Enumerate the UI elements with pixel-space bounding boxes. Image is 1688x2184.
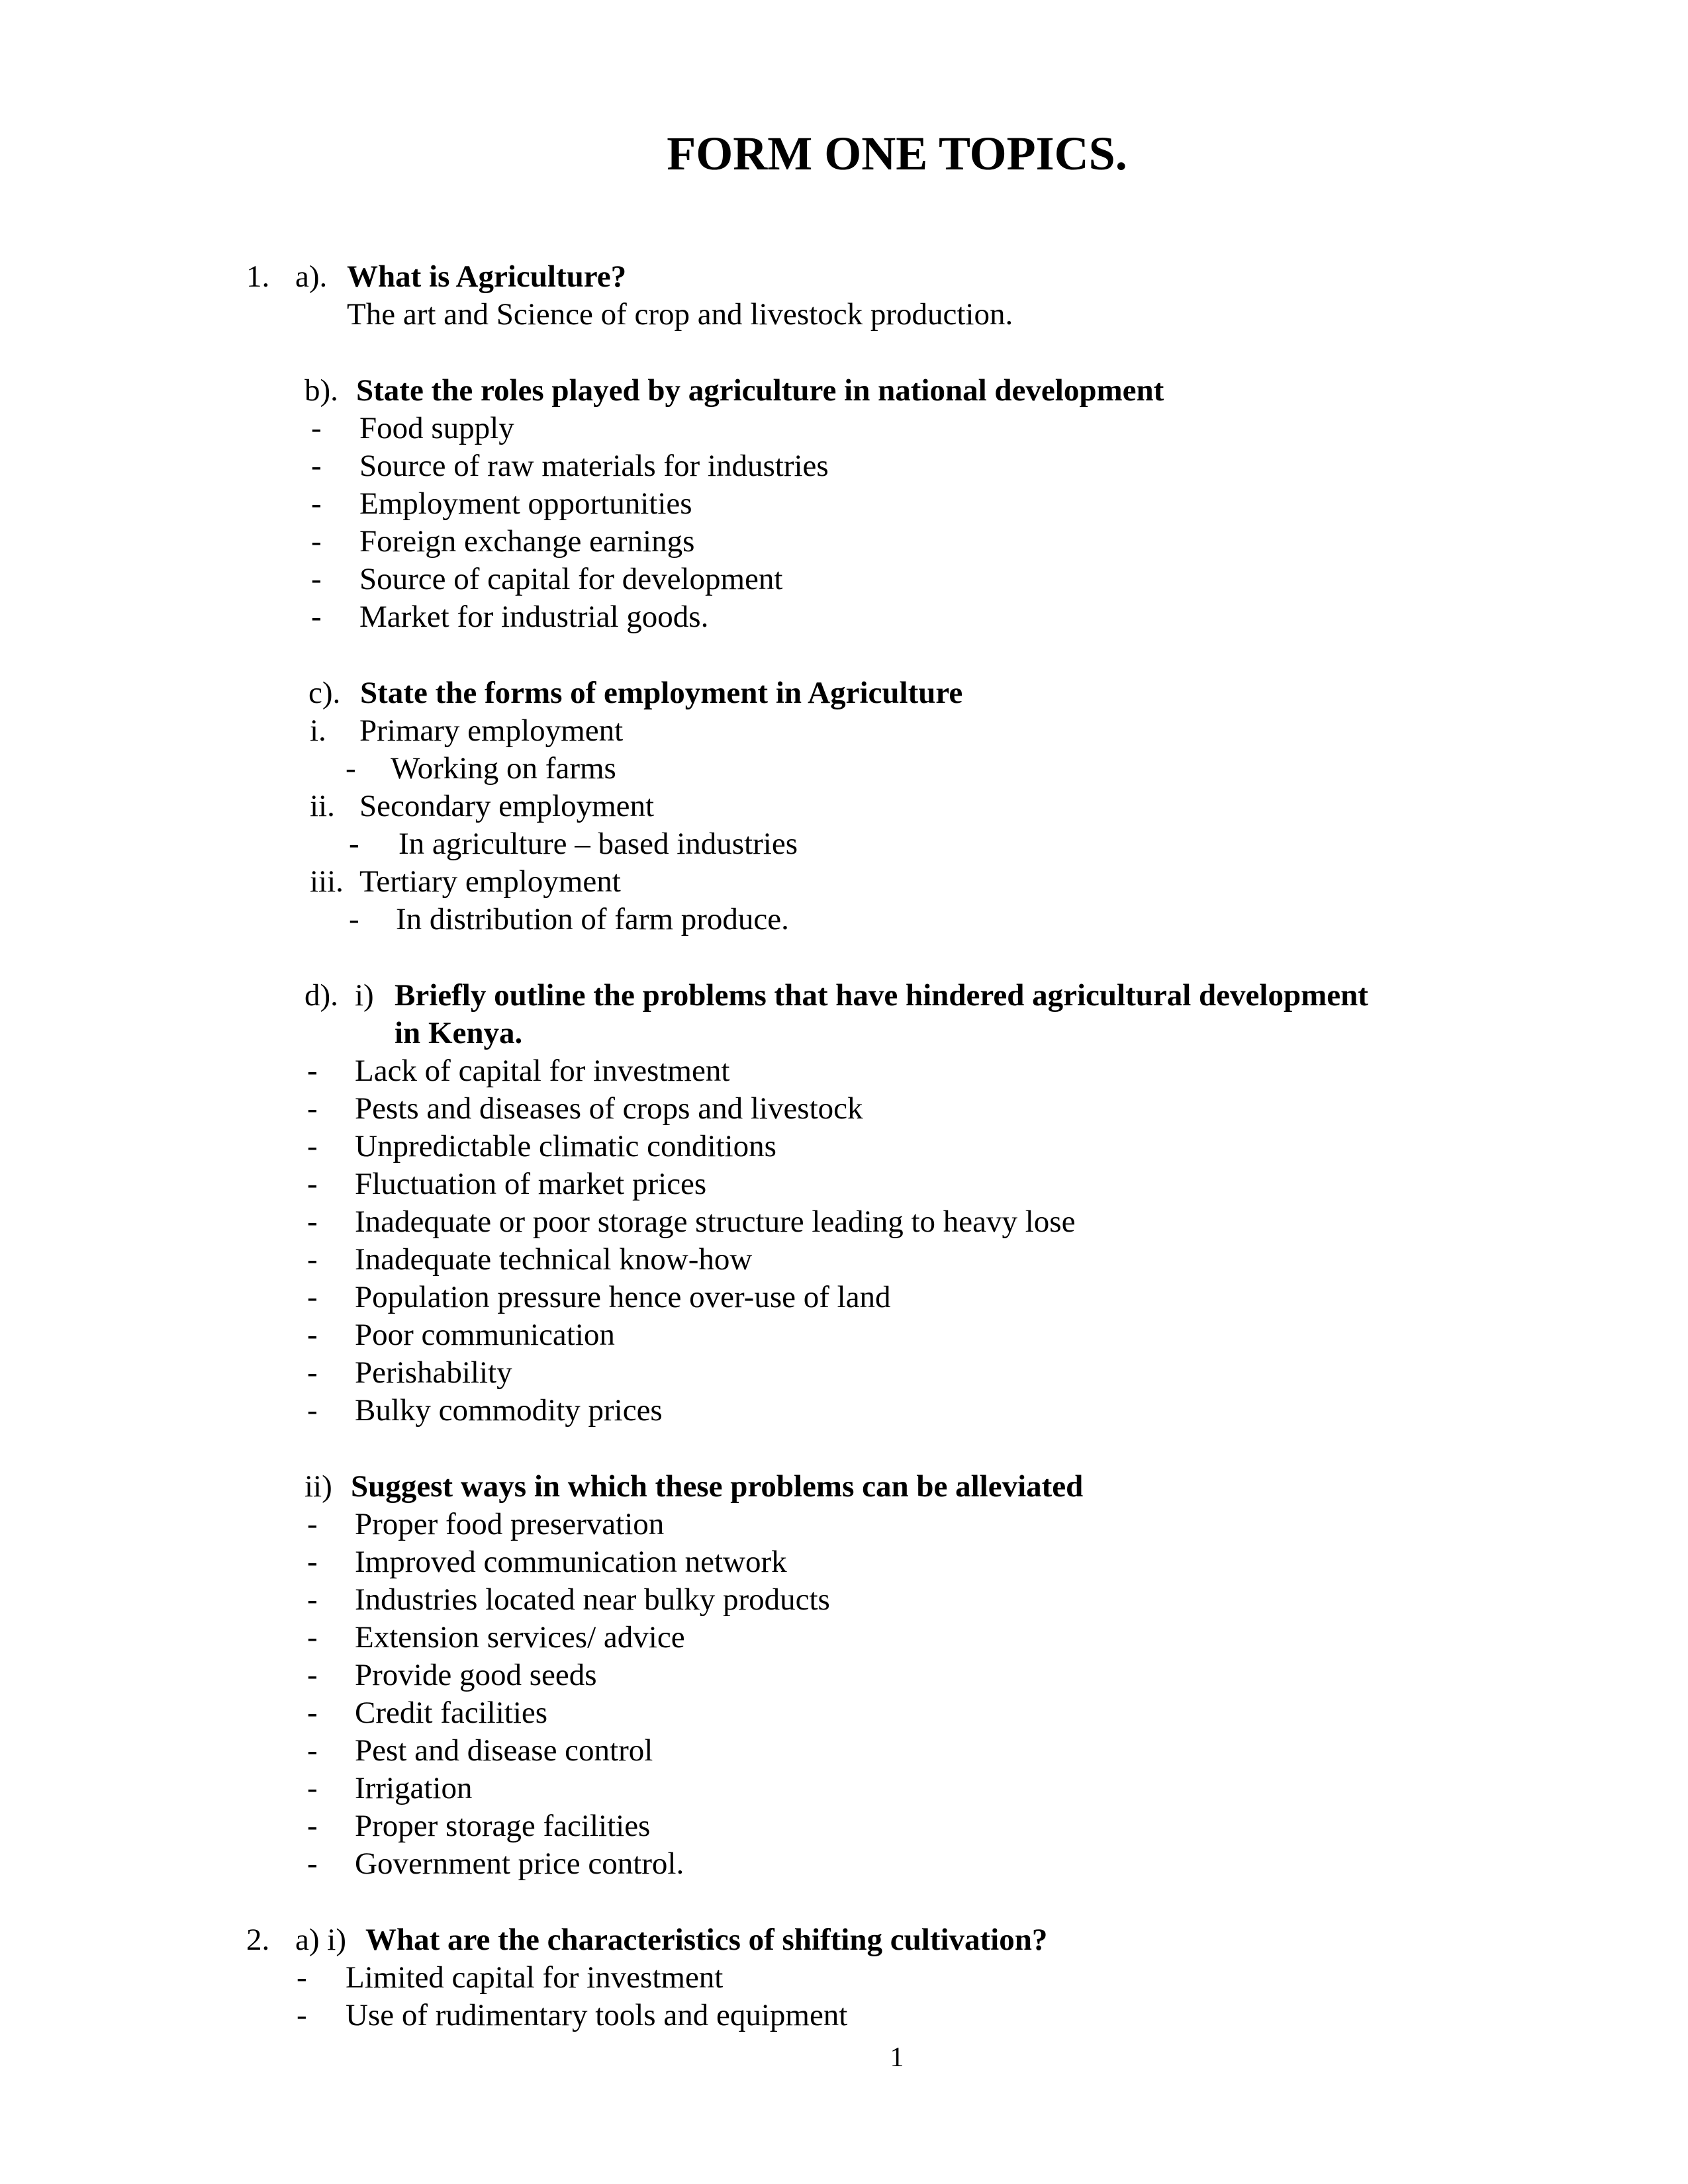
sub-question-label: b). [305,373,338,408]
list-item: Foreign exchange earnings [359,524,695,559]
sub-question-label: a) i) [295,1923,346,1957]
list-item: Provide good seeds [355,1658,597,1692]
bullet-dash: - [311,486,322,521]
sub-question-label: a). [295,259,328,294]
list-item: Unpredictable climatic conditions [355,1129,776,1163]
page-number: 1 [890,2042,904,2073]
bullet-dash: - [307,1355,318,1390]
bullet-dash: - [307,1582,318,1617]
list-item: Credit facilities [355,1696,548,1730]
bullet-dash: - [311,600,322,634]
page-title: FORM ONE TOPICS. [667,127,1127,180]
list-item: Source of raw materials for industries [359,449,829,483]
list-item: Food supply [359,411,514,445]
bullet-dash: - [307,1167,318,1201]
list-item: Proper storage facilities [355,1809,651,1843]
employment-form: Primary employment [359,713,624,748]
bullet-dash: - [349,902,359,936]
list-item: Use of rudimentary tools and equipment [346,1998,848,2032]
bullet-dash: - [307,1771,318,1805]
bullet-dash: - [349,827,359,861]
sub-question-heading: What is Agriculture? [347,259,627,294]
bullet-dash: - [297,1998,307,2032]
bullet-dash: - [307,1507,318,1541]
bullet-dash: - [307,1846,318,1881]
list-item: Limited capital for investment [346,1960,724,1995]
employment-detail: In agriculture – based industries [399,827,798,861]
list-item: Irrigation [355,1771,473,1805]
bullet-dash: - [307,1658,318,1692]
list-item: Population pressure hence over-use of land [355,1280,891,1314]
answer-text: The art and Science of crop and livestock production. [347,297,1013,332]
bullet-dash: - [307,1091,318,1126]
list-item: Improved communication network [355,1545,787,1579]
bullet-dash: - [307,1318,318,1352]
list-item: Market for industrial goods. [359,600,709,634]
bullet-dash: - [307,1280,318,1314]
question-number: 1. [246,259,270,294]
bullet-dash: - [297,1960,307,1995]
sub-question-label: d). [305,978,338,1013]
sub-question-label: c). [308,676,341,710]
bullet-dash: - [307,1393,318,1428]
sub-question-heading: Briefly outline the problems that have hindered agricultural development [395,978,1368,1013]
list-item: Bulky commodity prices [355,1393,663,1428]
employment-detail: In distribution of farm produce. [396,902,789,936]
list-item: Inadequate or poor storage structure leading to heavy lose [355,1205,1076,1239]
list-item: Pests and diseases of crops and livestock [355,1091,863,1126]
sub-question-heading: Suggest ways in which these problems can be alleviated [351,1469,1084,1504]
employment-form: Tertiary employment [359,864,621,899]
list-item: Fluctuation of market prices [355,1167,707,1201]
list-item: Perishability [355,1355,512,1390]
bullet-dash: - [311,524,322,559]
bullet-dash: - [307,1205,318,1239]
list-item: Poor communication [355,1318,615,1352]
bullet-dash: - [311,449,322,483]
list-item: Lack of capital for investment [355,1054,730,1088]
roman-numeral: ii. [310,789,335,823]
list-item: Inadequate technical know-how [355,1242,753,1277]
sub-question-heading-continued: in Kenya. [395,1016,523,1050]
list-item: Pest and disease control [355,1733,653,1768]
bullet-dash: - [307,1696,318,1730]
sub-question-heading: State the roles played by agriculture in national development [356,373,1164,408]
list-item: Source of capital for development [359,562,783,596]
sub-question-heading: What are the characteristics of shifting cultivation? [365,1923,1048,1957]
part-label: ii) [305,1469,332,1504]
bullet-dash: - [307,1620,318,1655]
list-item: Employment opportunities [359,486,692,521]
bullet-dash: - [307,1129,318,1163]
list-item: Proper food preservation [355,1507,665,1541]
list-item: Government price control. [355,1846,684,1881]
employment-form: Secondary employment [359,789,655,823]
employment-detail: Working on farms [391,751,616,786]
bullet-dash: - [346,751,356,786]
part-label: i) [355,978,374,1013]
bullet-dash: - [307,1242,318,1277]
bullet-dash: - [311,411,322,445]
bullet-dash: - [307,1545,318,1579]
bullet-dash: - [307,1809,318,1843]
question-number: 2. [246,1923,270,1957]
roman-numeral: i. [310,713,326,748]
bullet-dash: - [307,1733,318,1768]
list-item: Industries located near bulky products [355,1582,830,1617]
bullet-dash: - [311,562,322,596]
roman-numeral: iii. [310,864,344,899]
bullet-dash: - [307,1054,318,1088]
sub-question-heading: State the forms of employment in Agriculture [360,676,963,710]
list-item: Extension services/ advice [355,1620,685,1655]
